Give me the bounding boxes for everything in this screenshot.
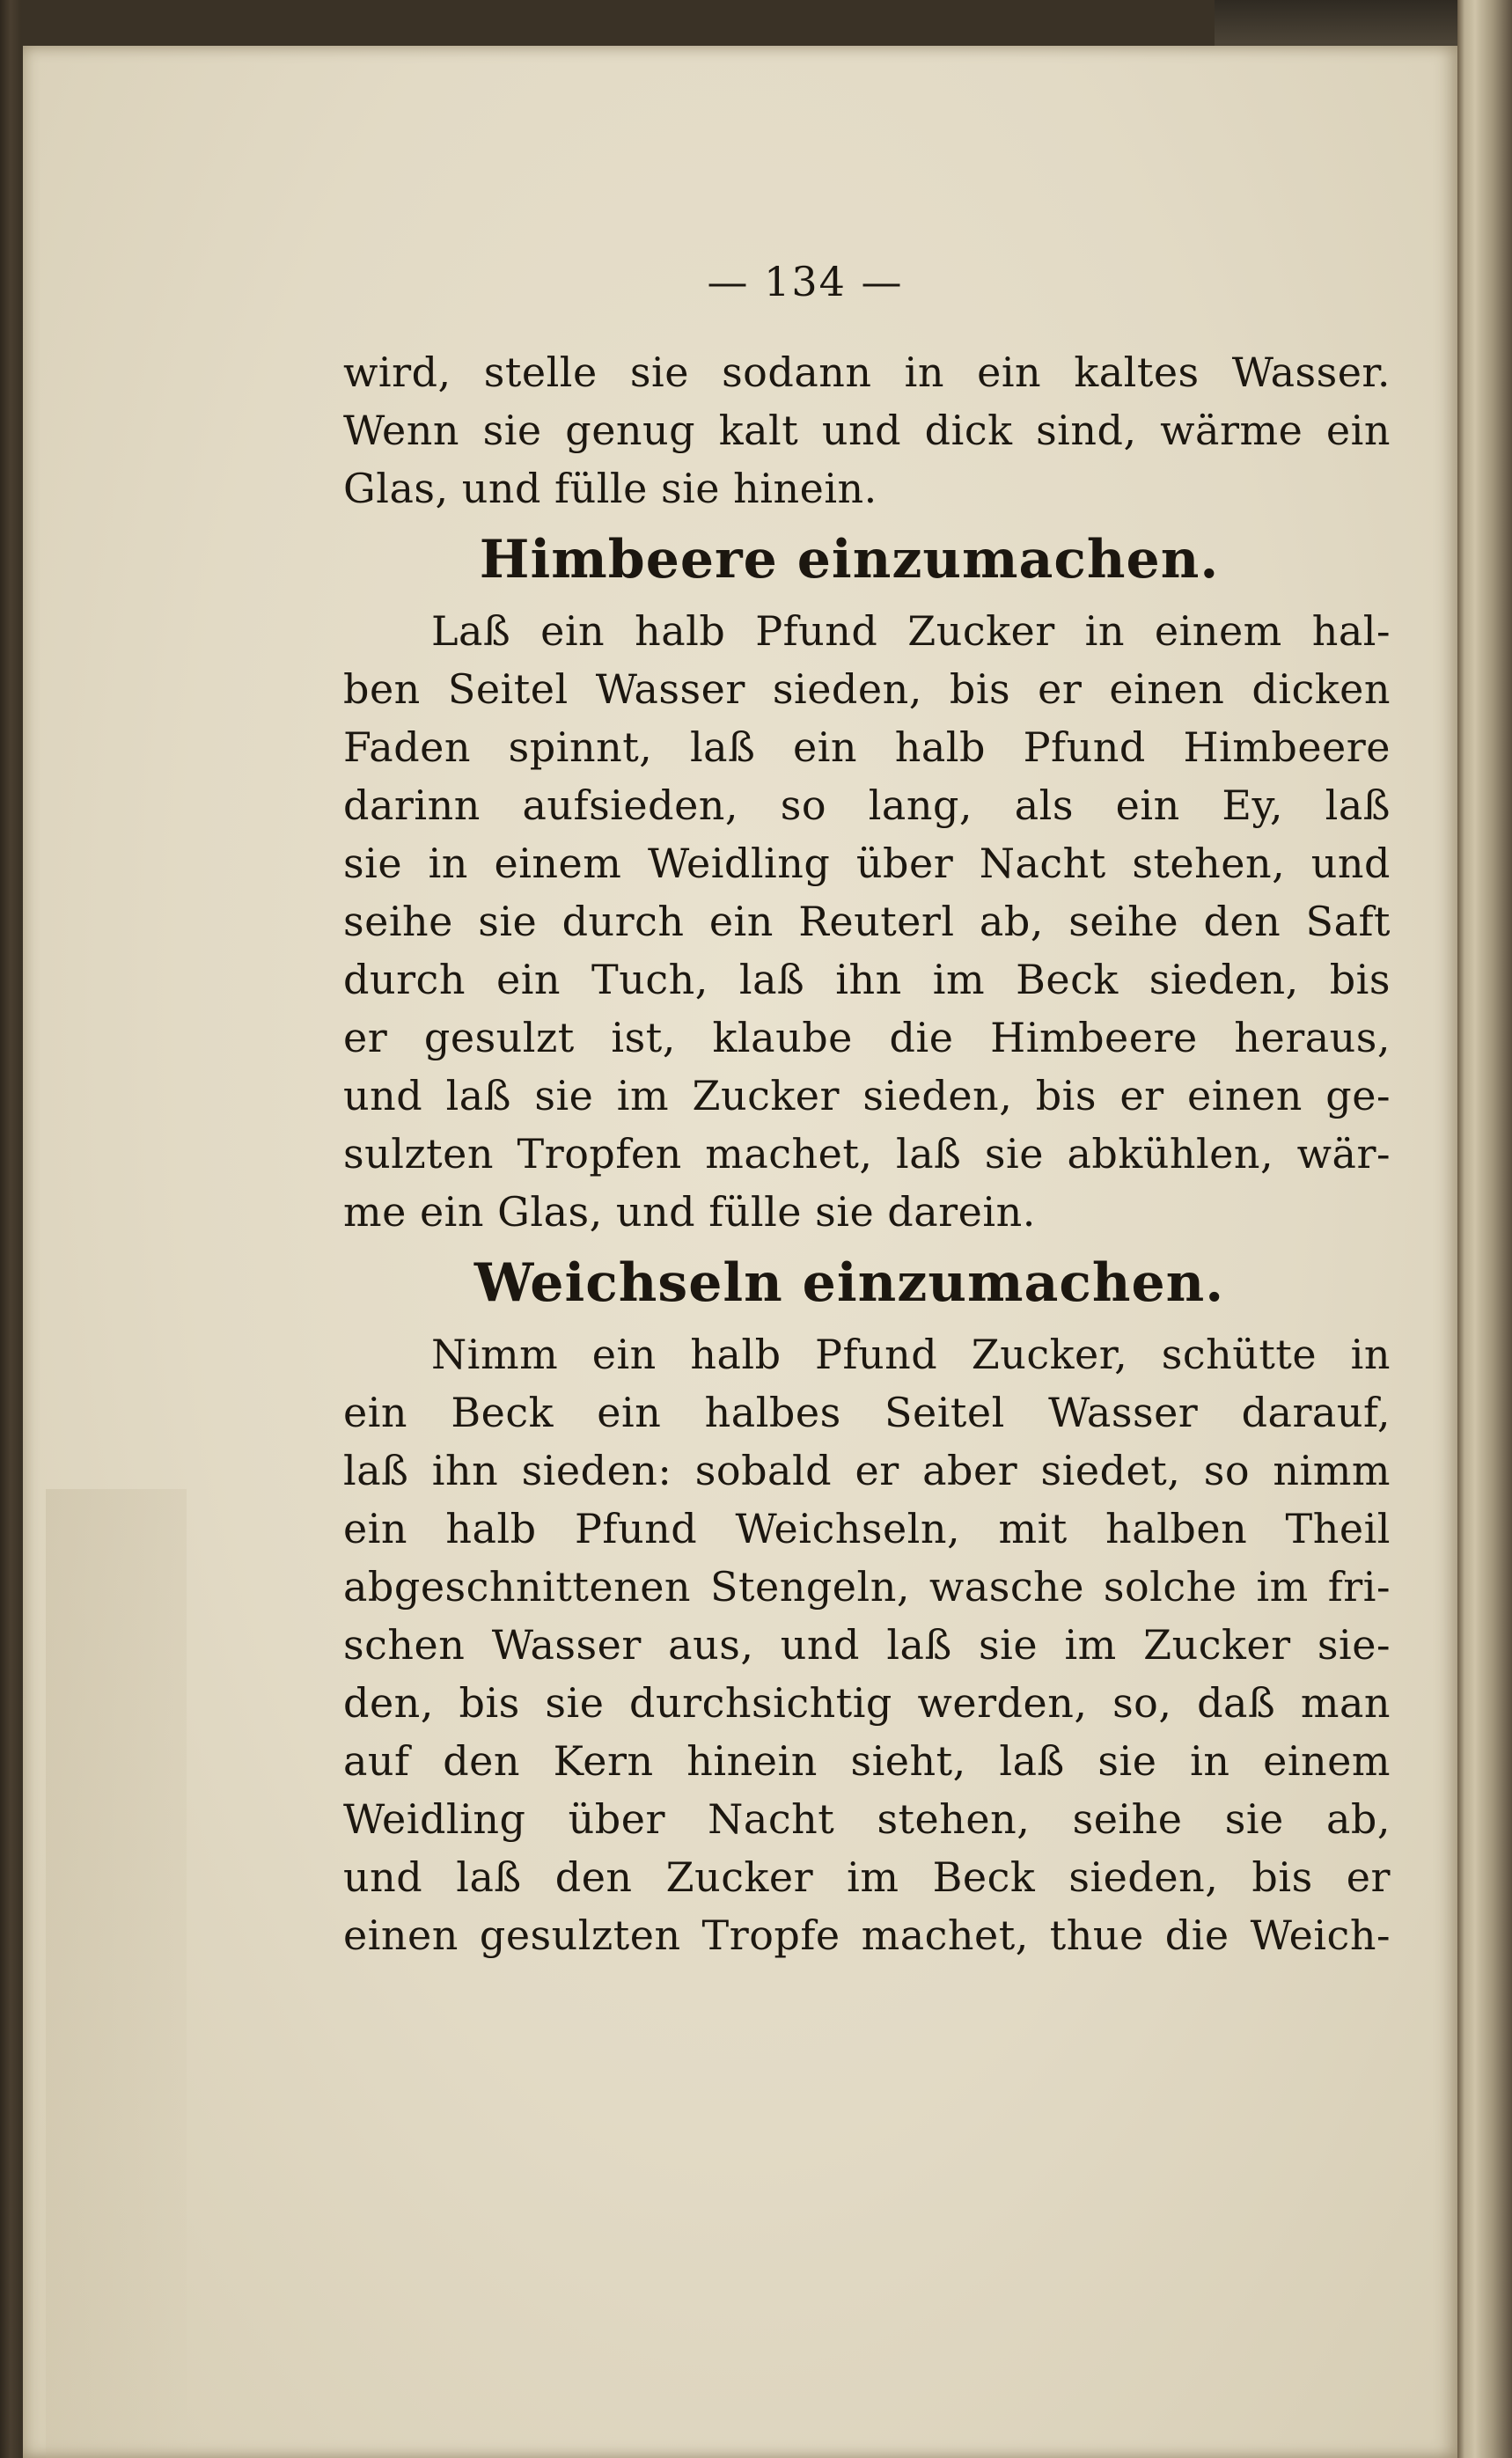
text-line: seihe sie durch ein Reuterl ab, seihe den Saft (343, 898, 1391, 945)
text-line: me ein Glas, und fülle sie darein. (343, 1188, 1036, 1236)
text-line: sie in einem Weidling über Nacht stehen, und (343, 840, 1391, 887)
text-line: ein halb Pfund Weichseln, mit halben Theil (343, 1505, 1391, 1552)
page-edge (1457, 0, 1512, 2458)
page-number: — 134 — (707, 258, 904, 305)
text-line: sulzten Tropfen machet, laß sie abkühlen, wär- (343, 1130, 1391, 1178)
text-line: laß ihn sieden: sobald er aber siedet, so nimm (343, 1447, 1391, 1494)
text-line: Laß ein halb Pfund Zucker in einem hal- (431, 607, 1391, 655)
text-line: darinn aufsieden, so lang, als ein Ey, laß (343, 781, 1391, 829)
text-line: abgeschnittenen Stengeln, wasche solche im fri- (343, 1563, 1391, 1611)
text-line: Weidling über Nacht stehen, seihe sie ab, (343, 1795, 1391, 1843)
section-heading-himbeere: Himbeere einzumachen. (479, 529, 1220, 591)
text-line: auf den Kern hinein sieht, laß sie in einem (343, 1737, 1391, 1785)
text-line: Nimm ein halb Pfund Zucker, schütte in (431, 1331, 1391, 1378)
text-line: einen gesulzten Tropfe machet, thue die Weich- (343, 1911, 1391, 1959)
text-line: durch ein Tuch, laß ihn im Beck sieden, bis (343, 956, 1391, 1003)
section-heading-weichseln: Weichseln einzumachen. (473, 1252, 1225, 1314)
text-line: wird, stelle sie sodann in ein kaltes Wasser. (343, 349, 1391, 396)
page-text (343, 255, 1391, 1964)
text-line: Wenn sie genug kalt und dick sind, wärme ein (343, 407, 1391, 454)
text-line: Faden spinnt, laß ein halb Pfund Himbeere (343, 723, 1391, 771)
text-line: Glas, und fülle sie hinein. (343, 465, 877, 512)
recipe-paragraph-weichseln (343, 1325, 1391, 1964)
text-line: und laß den Zucker im Beck sieden, bis er (343, 1853, 1391, 1901)
text-line: den, bis sie durchsichtig werden, so, daß man (343, 1679, 1391, 1727)
text-line: er gesulzt ist, klaube die Himbeere heraus, (343, 1014, 1391, 1061)
text-line: und laß sie im Zucker sieden, bis er einen ge- (343, 1072, 1391, 1119)
intro-paragraph (343, 343, 1391, 517)
text-line: ein Beck ein halbes Seitel Wasser darauf, (343, 1389, 1391, 1436)
text-line: schen Wasser aus, und laß sie im Zucker sie- (343, 1621, 1391, 1669)
text-line: ben Seitel Wasser sieden, bis er einen dicken (343, 665, 1391, 713)
paper-fold (46, 1489, 187, 2458)
recipe-paragraph-himbeere (343, 602, 1391, 1241)
